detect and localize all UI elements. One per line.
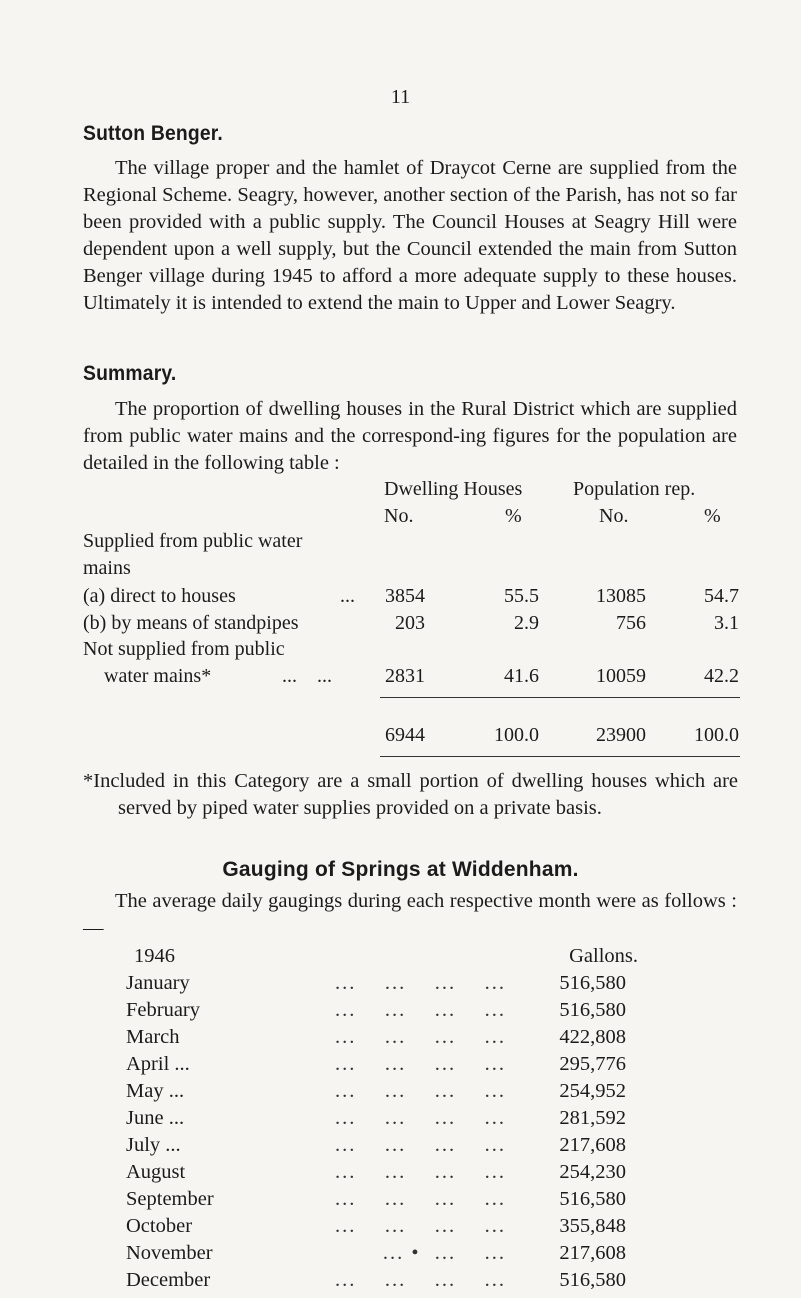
leader-dots: ... ... ... ... [335, 1269, 506, 1291]
gallons-value: 422,808 [559, 1026, 626, 1048]
gallons-value: 254,230 [559, 1161, 626, 1183]
month-row [126, 1213, 626, 1240]
total-value: 100.0 [694, 724, 739, 746]
cell-value: 41.6 [504, 665, 539, 687]
leader-dots: ... ... ... ... [335, 1215, 506, 1237]
month-name: March [126, 1026, 180, 1048]
row-label-not-supplied: Not supplied from public [83, 638, 285, 660]
row-label-standpipes: (b) by means of standpipes [83, 612, 299, 634]
gallons-value: 355,848 [559, 1215, 626, 1237]
month-row [126, 1132, 626, 1159]
year-label: 1946 [134, 945, 175, 967]
subheader-pop-pct: % [704, 505, 721, 527]
month-row [126, 1240, 626, 1267]
subheader-houses-pct: % [505, 505, 522, 527]
gallons-value: 295,776 [559, 1053, 626, 1075]
cell-value: 13085 [596, 585, 646, 607]
section-heading-sutton-benger: Sutton Benger. [83, 122, 223, 145]
gallons-value: 516,580 [559, 1188, 626, 1210]
cell-value: 203 [395, 612, 425, 634]
row-label-supplied: Supplied from public water [83, 530, 303, 552]
total-value: 6944 [385, 724, 425, 746]
row-label-water-mains: water mains* [104, 665, 212, 687]
month-name: April ... [126, 1053, 190, 1075]
cell-value: 756 [616, 612, 646, 634]
table-rule-bottom [380, 756, 740, 757]
month-name: September [126, 1188, 214, 1210]
cell-value: 3.1 [714, 612, 739, 634]
gauging-header-row [126, 943, 638, 970]
section-heading-summary: Summary. [83, 362, 177, 385]
month-row [126, 997, 626, 1024]
gallons-value: 516,580 [559, 972, 626, 994]
row-dots: ... [340, 585, 355, 607]
subheader-houses-no: No. [384, 505, 414, 527]
leader-dots: ... ... ... ... [335, 1134, 506, 1156]
table-rule-top [380, 697, 740, 698]
month-name: January [126, 972, 190, 994]
gauging-heading-wrapper [0, 858, 801, 882]
month-name: August [126, 1161, 186, 1183]
month-name: July ... [126, 1134, 181, 1156]
paragraph-gauging: The average daily gaugings during each respective month were as follows :— [83, 890, 737, 939]
gauging-list [126, 943, 638, 1294]
leader-dots: ... ... ... ... [335, 1053, 506, 1075]
leader-dots: ... • ... ... [382, 1242, 506, 1264]
cell-value: 2831 [385, 665, 425, 687]
cell-value: 2.9 [514, 612, 539, 634]
leader-dots: ... ... ... ... [335, 1080, 506, 1102]
gauging-heading: Gauging of Springs at Widdenham. [222, 858, 579, 881]
month-row [126, 1051, 626, 1078]
cell-value: 55.5 [504, 585, 539, 607]
month-row [126, 1078, 626, 1105]
gallons-value: 281,592 [559, 1107, 626, 1129]
month-name: October [126, 1215, 193, 1237]
leader-dots: ... ... ... ... [335, 1107, 506, 1129]
header-population: Population rep. [573, 478, 696, 500]
header-dwelling-houses: Dwelling Houses [384, 478, 523, 500]
month-name: February [126, 999, 201, 1021]
footnote: *Included in this Category are a small portion of dwelling houses which are served by piped water supplies provided on a private basis. [83, 770, 738, 819]
month-row [126, 1024, 626, 1051]
month-row [126, 970, 626, 997]
month-row [126, 1267, 626, 1294]
month-name: November [126, 1242, 213, 1264]
total-value: 23900 [596, 724, 646, 746]
gallons-value: 254,952 [559, 1080, 626, 1102]
cell-value: 54.7 [704, 585, 739, 607]
cell-value: 42.2 [704, 665, 739, 687]
unit-label: Gallons. [569, 945, 638, 967]
month-name: December [126, 1269, 211, 1291]
leader-dots: ... ... ... ... [335, 1188, 506, 1210]
month-name: May ... [126, 1080, 185, 1102]
month-row [126, 1159, 626, 1186]
row-dots: ... ... [282, 665, 332, 687]
leader-dots: ... ... ... ... [335, 999, 506, 1021]
gallons-value: 516,580 [559, 999, 626, 1021]
cell-value: 3854 [385, 585, 425, 607]
gallons-value: 217,608 [559, 1242, 626, 1264]
paragraph-summary: The proportion of dwelling houses in the Rural District which are supplied from public water mains and the correspond-ing figures for the population are detailed in the following table : [83, 398, 737, 474]
total-value: 100.0 [494, 724, 539, 746]
leader-dots: ... ... ... ... [335, 1161, 506, 1183]
gallons-value: 516,580 [559, 1269, 626, 1291]
month-row [126, 1186, 626, 1213]
paragraph-sutton-benger: The village proper and the hamlet of Draycot Cerne are supplied from the Regional Scheme. Seagry, however, another section of the Parish, has not so far been provided with a public supply. The Council Houses at Seagry Hill were dependent upon a well supply, but the Council extended the main from Sutton Benger village during 1945 to afford a more adequate supply to these houses. Ultimately it is intended to extend the main to Upper and Lower Seagry. [83, 157, 737, 314]
gallons-value: 217,608 [559, 1134, 626, 1156]
row-label-mains: mains [83, 557, 131, 579]
leader-dots: ... ... ... ... [335, 972, 506, 994]
row-label-direct: (a) direct to houses [83, 585, 236, 607]
leader-dots: ... ... ... ... [335, 1026, 506, 1048]
page-number: 11 [390, 86, 411, 108]
month-row [126, 1105, 626, 1132]
cell-value: 10059 [596, 665, 646, 687]
month-name: June ... [126, 1107, 185, 1129]
subheader-pop-no: No. [599, 505, 629, 527]
